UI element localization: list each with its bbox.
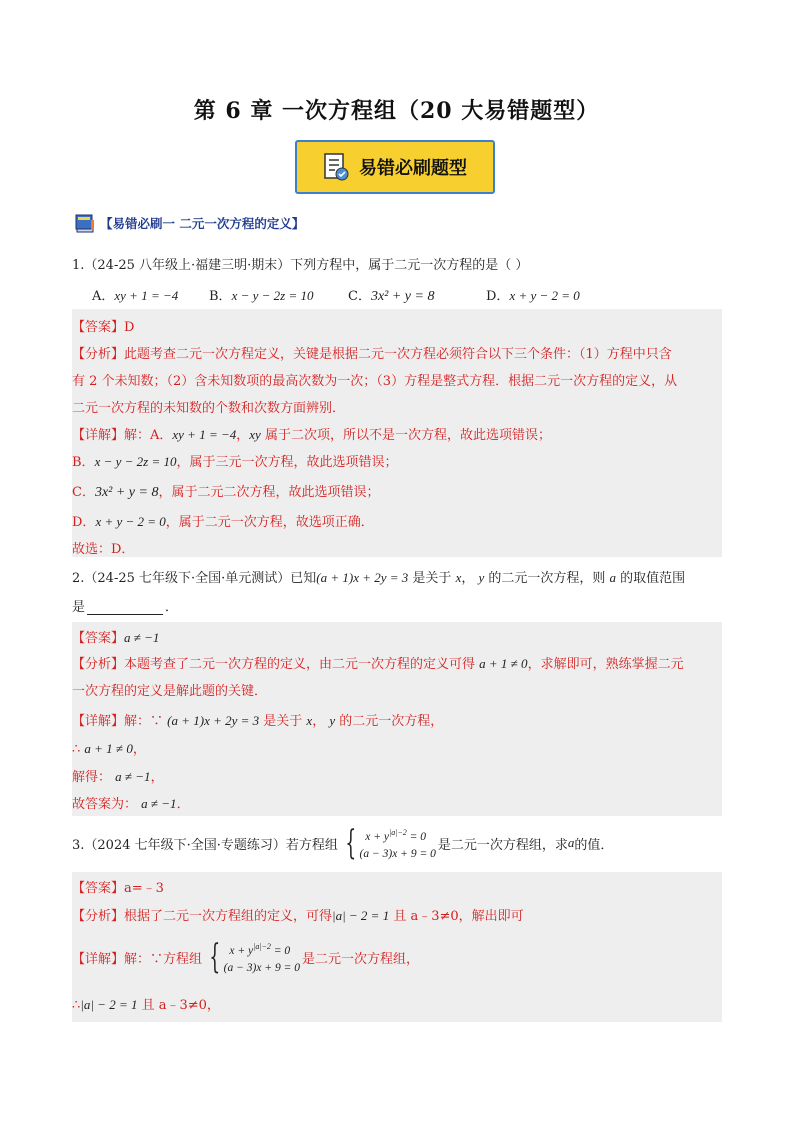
q2-stem-c: ，: [461, 571, 479, 586]
q2-stem: [72, 567, 685, 586]
q3-therefore-sym: ∴: [72, 998, 81, 1013]
q2-therefore-eq: a + 1 ≠ 0: [84, 741, 133, 756]
q2-solve-eq: a ≠ −1: [115, 769, 151, 784]
q3-detail-b: 是二元一次方程组，: [301, 951, 419, 967]
option-d-eq: x + y − 2 = 0: [509, 288, 580, 303]
detail-system-eq-1: [224, 938, 300, 960]
sys-eq1-exp: |a|−2: [389, 828, 407, 837]
page-title: 第 6 章 一次方程组（20 大易错题型）: [193, 98, 600, 124]
q2-stem2-end: ．: [165, 600, 179, 615]
option-a-eq: xy + 1 = −4: [114, 288, 179, 303]
detail-c-text: ，属于二元二次方程，故此选项错误；: [158, 485, 380, 500]
q1-detail-a: [72, 424, 551, 443]
option-c-label: C．: [348, 289, 371, 304]
q1-analysis-1: 【分析】此题考查二元一次方程定义，关键是根据二元一次方程必须符合以下三个条件：（1）方程中只含: [72, 347, 672, 362]
q2-stem-d: 的二元一次方程，则: [484, 571, 610, 586]
option-c-eq: 3x² + y = 8: [370, 289, 435, 304]
detail-b-eq: x − y − 2z = 10: [94, 454, 177, 469]
q3-stem-a-var: a: [567, 835, 575, 851]
q2-stem-a-var: a: [609, 570, 617, 585]
q2-stem-eq: (a + 1)x + 2y = 3: [316, 570, 409, 585]
badge: [295, 140, 495, 194]
detail-brace-icon: {: [209, 937, 221, 978]
q2-detail: [72, 710, 443, 729]
q2-solve: [72, 766, 164, 785]
sys-eq1-end: = 0: [406, 830, 427, 843]
q1-analysis-3: 二元一次方程的未知数的个数和次数方面辨别．: [72, 401, 346, 416]
q2-analysis-1: [72, 653, 684, 672]
q2-therefore-sym: ∴: [72, 742, 85, 757]
q2-stem-y: y: [478, 570, 485, 585]
detail-a-xy: xy: [249, 427, 261, 442]
q2-detail-b: 是关于: [259, 714, 307, 729]
answer-blank[interactable]: [87, 602, 163, 615]
q3-stem-b: 是二元一次方程组，求: [437, 837, 568, 853]
detail-a-sep: ，: [236, 428, 250, 443]
option-b-eq: x − y − 2z = 10: [231, 288, 314, 303]
detail-sys-eq1-end: = 0: [270, 944, 291, 957]
section-title: 【易错必刷一 二元一次方程的定义】: [100, 216, 305, 231]
system-eq-2: (a − 3)x + 9 = 0: [359, 847, 436, 860]
option-a-label: A．: [92, 289, 115, 304]
q2-analysis-a: 【分析】本题考查了二元一次方程的定义，由二元一次方程的定义可得: [72, 657, 480, 672]
q2-detail-d: 的二元一次方程，: [335, 714, 444, 729]
badge-label: 易错必刷题型: [359, 158, 467, 179]
q3-detail-a: 【详解】解：∵方程组: [72, 951, 203, 967]
option-d-label: D．: [486, 289, 510, 304]
q2-analysis-2: 一次方程的定义是解此题的关键．: [72, 684, 268, 699]
q2-stem2: 是: [72, 600, 86, 615]
detail-a-prefix: 【详解】解：A．: [72, 428, 173, 443]
q2-detail-a: 【详解】解：∵: [72, 714, 168, 729]
q2-stem-e: 的取值范围: [616, 571, 686, 586]
detail-b-text: ，属于三元一次方程，故此选项错误；: [176, 455, 398, 470]
q2-answer-value: a ≠ −1: [124, 630, 160, 645]
detail-equation-system: [204, 938, 300, 977]
q2-solve-prefix: 解得：: [72, 770, 116, 785]
section-header: [74, 212, 304, 234]
q2-final: [72, 793, 190, 812]
q2-detail-eq: (a + 1)x + 2y = 3: [167, 713, 260, 728]
detail-d-text: ，属于二元一次方程，故选项正确．: [165, 515, 374, 530]
q3-stem: [72, 824, 613, 863]
q3-answer-value: a=﹣3: [124, 881, 164, 896]
detail-d-eq: x + y − 2 = 0: [95, 514, 166, 529]
detail-a-eq: xy + 1 = −4: [172, 427, 237, 442]
book-icon: [74, 212, 96, 234]
q1-conclusion: 故选：D．: [72, 542, 135, 557]
detail-b-prefix: B．: [72, 455, 95, 470]
equation-system: [340, 824, 436, 863]
q3-analysis-b: 且 a﹣3≠0，解出即可: [389, 909, 524, 924]
q2-therefore-end: ，: [132, 742, 146, 757]
system-eq-1: [360, 824, 436, 846]
q3-analysis-a: 【分析】根据了二元一次方程组的定义，可得: [72, 909, 333, 924]
q2-answer-prefix: 【答案】: [72, 631, 125, 646]
q2-detail-x: x: [306, 713, 313, 728]
q2-detail-c: ，: [312, 714, 330, 729]
q2-final-prefix: 故答案为：: [72, 797, 142, 812]
option-c: [348, 285, 434, 305]
q2-stem-b: 是关于: [408, 571, 456, 586]
q1-answer: 【答案】D: [72, 320, 135, 335]
q2-detail-y: y: [329, 713, 336, 728]
checklist-icon: [323, 152, 349, 182]
q2-stem-x: x: [455, 570, 462, 585]
q1-detail-d: [72, 511, 374, 530]
detail-system-eq-2: (a − 3)x + 9 = 0: [223, 961, 300, 974]
option-b: [209, 285, 313, 304]
q2-analysis-b: ，求解即可，熟练掌握二元: [527, 657, 684, 672]
q1-detail-c: [72, 481, 380, 501]
q2-stem-line2: [72, 596, 178, 615]
detail-sys-eq1-exp: |a|−2: [253, 942, 271, 951]
q3-detail: [72, 938, 419, 977]
q3-therefore-b: 且 a﹣3≠0，: [137, 998, 220, 1013]
q3-answer-prefix: 【答案】: [72, 881, 125, 896]
q2-solve-end: ，: [150, 770, 164, 785]
q2-answer: [72, 627, 159, 646]
detail-c-prefix: C．: [72, 485, 95, 500]
sys-eq1-base: x + y: [365, 830, 389, 843]
q3-therefore-eq: |a| − 2 = 1: [80, 997, 138, 1012]
q1-detail-b: [72, 451, 398, 470]
q1-analysis-2: 有 2 个未知数；（2）含未知数项的最高次数为一次；（3）方程是整式方程．根据二元一次方程的定义，从: [72, 374, 678, 389]
q3-analysis-eq: |a| − 2 = 1: [332, 908, 390, 923]
detail-d-prefix: D．: [72, 515, 96, 530]
q3-stem-c: 的值．: [574, 837, 614, 853]
q2-final-end: ．: [176, 797, 190, 812]
q3-stem-a: 3.（2024 七年级下·全国·专题练习）若方程组: [72, 837, 338, 853]
detail-sys-eq1-base: x + y: [229, 944, 254, 957]
q2-therefore: [72, 738, 146, 757]
q3-analysis: [72, 905, 524, 924]
q3-therefore: [72, 994, 220, 1013]
q1-stem: 1.（24-25 八年级上·福建三明·期末）下列方程中，属于二元一次方程的是（ ）: [72, 258, 529, 273]
option-a: [92, 285, 178, 304]
q2-stem-a: 2.（24-25 七年级下·全国·单元测试）已知: [72, 571, 317, 586]
option-b-label: B．: [209, 289, 232, 304]
detail-c-eq: 3x² + y = 8: [94, 485, 159, 500]
q3-answer: [72, 877, 164, 896]
option-d: [486, 285, 580, 304]
q2-analysis-eq: a + 1 ≠ 0: [479, 656, 528, 671]
q2-final-eq: a ≠ −1: [141, 796, 177, 811]
detail-a-text: 属于二次项，所以不是一次方程，故此选项错误；: [260, 428, 551, 443]
brace-icon: {: [345, 823, 357, 864]
